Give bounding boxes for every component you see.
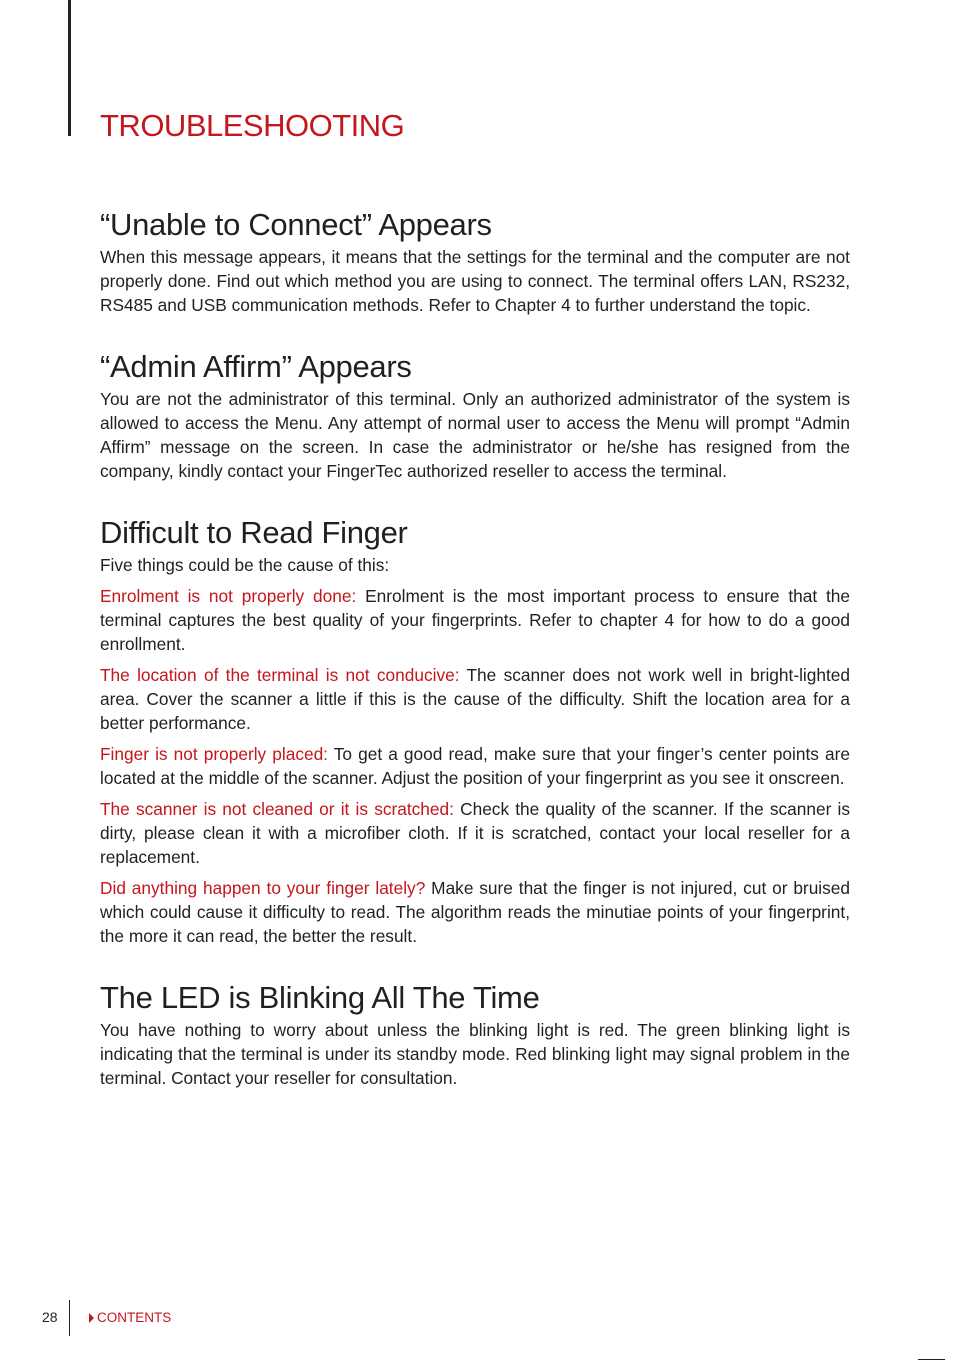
section-body: You are not the administrator of this terminal. Only an authorized administrator of the system is allowed to access the Menu. Any attempt of normal user to access the Menu will prompt “Admin Affirm” message on the screen. In case the administrator or he/she has resigned from the company, kindly contact your FingerTec authorized reseller to access the terminal. — [100, 389, 850, 481]
cause-item-finger-injury — [100, 876, 850, 948]
cause-text: Check the quality of the scanner. If the scanner is dirty, please clean it with a microfiber cloth. If it is scratched, contact your local reseller for a replacement. — [100, 799, 850, 867]
section-heading: “Admin Affirm” Appears — [100, 349, 412, 384]
cause-item-location — [100, 663, 850, 735]
section-unable-to-connect — [100, 205, 850, 317]
cause-text: The scanner does not work well in bright-lighted area. Cover the scanner a little if this is the cause of the difficulty. Shift the location area for a better performance. — [100, 665, 850, 733]
cause-text: Make sure that the finger is not injured, cut or bruised which could cause it difficulty to read. The algorithm reads the minutiae points of your fingerprint, the more it can read, the better the result. — [100, 878, 851, 946]
section-heading: “Unable to Connect” Appears — [100, 207, 492, 242]
cause-item-scanner-clean — [100, 797, 850, 869]
contents-link-label: CONTENTS — [97, 1310, 172, 1325]
section-heading: Difficult to Read Finger — [100, 515, 408, 550]
contents-link[interactable] — [89, 1310, 171, 1325]
cause-item-finger-placement — [100, 742, 850, 790]
main-content — [100, 205, 850, 1120]
cause-text: Enrolment is the most important process to ensure that the terminal captures the best quality of your fingerprints. Refer to chapter 4 for how to do a good enrollment. — [100, 586, 851, 654]
corner-rule — [918, 1359, 945, 1360]
section-intro: Five things could be the cause of this: — [100, 555, 390, 575]
section-admin-affirm — [100, 347, 850, 483]
chapter-title: TROUBLESHOOTING — [100, 108, 405, 143]
section-body: When this message appears, it means that the settings for the terminal and the computer are not properly done. Find out which method you are using to connect. The terminal offers LAN, RS232, RS485 and USB communication methods. Refer to Chapter 4 to further understand the topic. — [100, 247, 850, 315]
top-margin-rule — [68, 0, 71, 136]
cause-label: The scanner is not cleaned or it is scratched: — [100, 799, 454, 819]
cause-label: The location of the terminal is not conducive: — [100, 665, 460, 685]
triangle-right-icon — [89, 1313, 94, 1323]
cause-label: Enrolment is not properly done: — [100, 586, 357, 606]
section-difficult-to-read-finger — [100, 513, 850, 948]
cause-label: Finger is not properly placed: — [100, 744, 328, 764]
cause-label: Did anything happen to your finger lately? — [100, 878, 426, 898]
section-heading: The LED is Blinking All The Time — [100, 980, 540, 1015]
page-number: 28 — [42, 1309, 58, 1325]
section-led-blinking — [100, 978, 850, 1090]
footer-divider — [69, 1300, 70, 1336]
cause-text: To get a good read, make sure that your finger’s center points are located at the middle of the scanner. Adjust the position of your fingerprint as you see it onscreen. — [100, 744, 850, 788]
section-body: You have nothing to worry about unless the blinking light is red. The green blinking light is indicating that the terminal is under its standby mode. Red blinking light may signal problem in the terminal. Contact your reseller for consultation. — [100, 1020, 850, 1088]
cause-item-enrolment — [100, 584, 850, 656]
